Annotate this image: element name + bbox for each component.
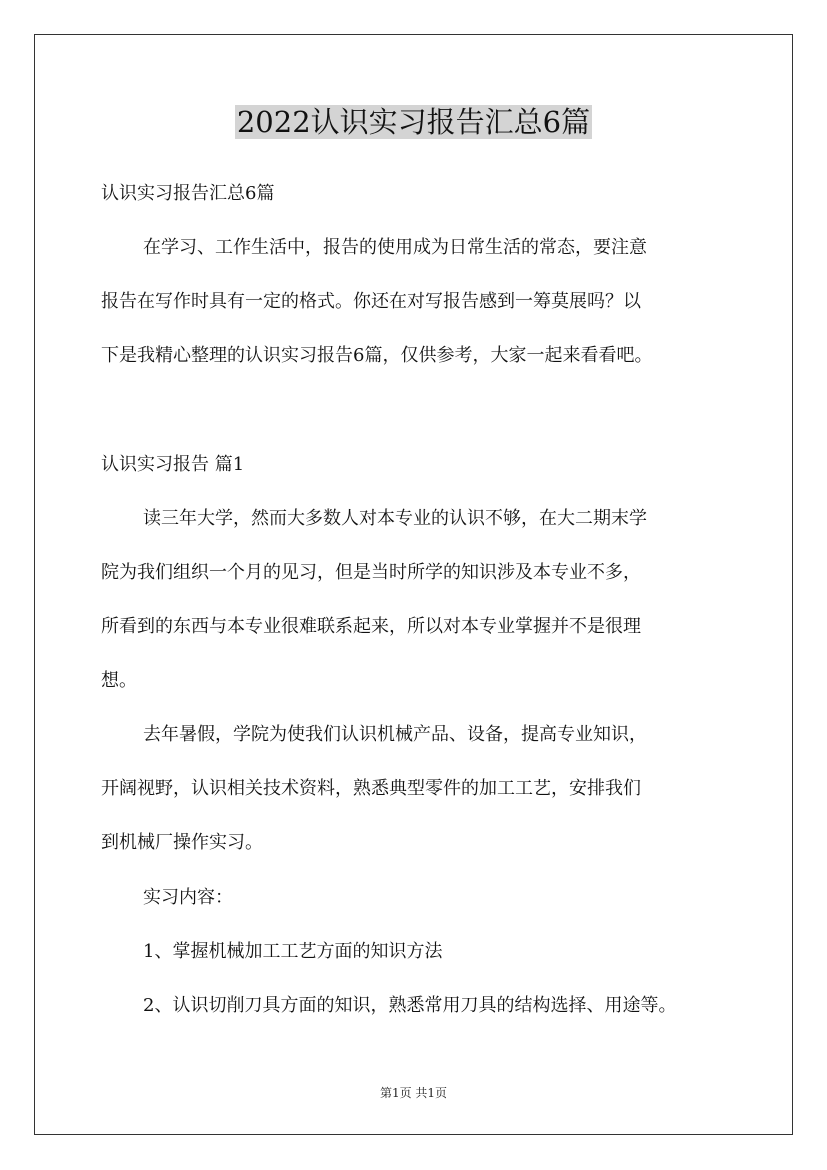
para2-line-3: 到机械厂操作实习。 [101, 832, 263, 853]
intro-line-3: 下是我精心整理的认识实习报告6篇，仅供参考，大家一起来看看吧。 [101, 345, 653, 366]
document-title [0, 100, 827, 144]
page-footer: 第1页 共1页 [379, 1086, 448, 1100]
para1-line-3: 所看到的东西与本专业很难联系起来，所以对本专业掌握并不是很理 [101, 616, 641, 637]
intro-heading: 认识实习报告汇总6篇 [101, 183, 275, 204]
content-item-2: 2、认识切削刀具方面的知识，熟悉常用刀具的结构选择、用途等。 [143, 995, 677, 1016]
document-title-text: 2022认识实习报告汇总6篇 [236, 105, 591, 139]
content-item-1: 1、掌握机械加工工艺方面的知识方法 [143, 941, 443, 962]
para1-line-1: 读三年大学，然而大多数人对本专业的认识不够，在大二期末学 [143, 508, 647, 529]
para2-line-2: 开阔视野，认识相关技术资料，熟悉典型零件的加工工艺，安排我们 [101, 778, 641, 799]
intro-line-2: 报告在写作时具有一定的格式。你还在对写报告感到一筹莫展吗？以 [101, 291, 641, 312]
section-heading: 认识实习报告 篇1 [101, 454, 245, 475]
intro-line-1: 在学习、工作生活中，报告的使用成为日常生活的常态，要注意 [143, 237, 647, 258]
para1-line-4: 想。 [101, 670, 137, 691]
para1-line-2: 院为我们组织一个月的见习，但是当时所学的知识涉及本专业不多， [101, 562, 641, 583]
content-label: 实习内容： [143, 887, 233, 908]
para2-line-1: 去年暑假，学院为使我们认识机械产品、设备，提高专业知识， [143, 724, 647, 745]
